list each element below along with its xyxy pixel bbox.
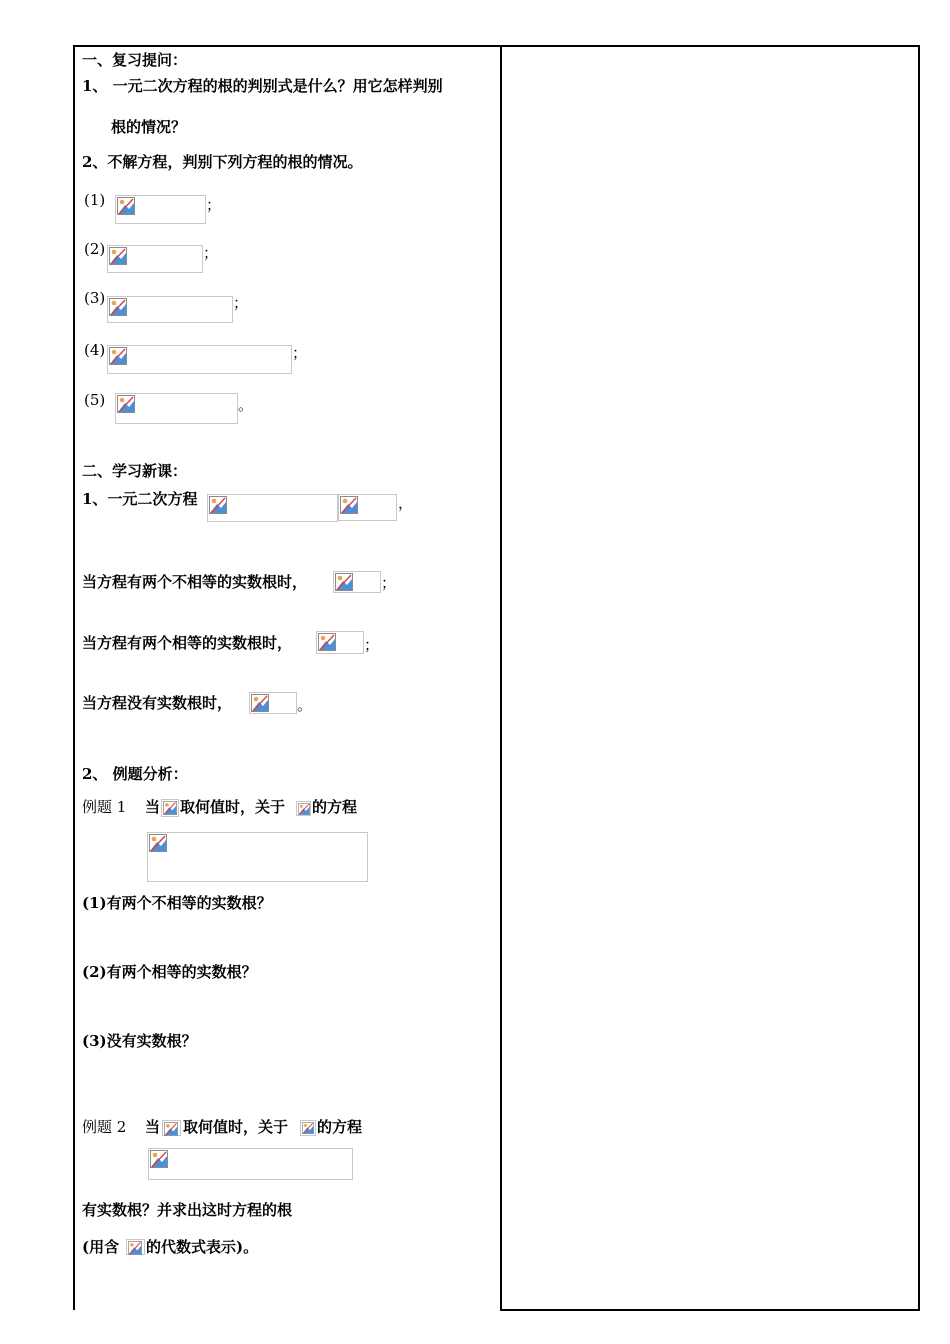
broken-image-icon <box>164 1122 178 1136</box>
variable-image-x-2 <box>300 1120 316 1136</box>
equation-image-condition <box>338 494 397 521</box>
table-left-border <box>73 45 75 1310</box>
discriminant-image-3 <box>249 692 297 714</box>
review-question-2: 2、不解方程，判别下列方程的根的情况。 <box>82 153 363 171</box>
example-1-post: 的方程 <box>312 798 358 816</box>
item-label-1: (1) <box>84 191 106 209</box>
new-lesson-line-1: 1、一元二次方程 <box>82 490 198 508</box>
new-lesson-line-1-end: ， <box>398 494 414 512</box>
broken-image-icon <box>302 1122 314 1134</box>
example-2-line-3-post: 的代数式表示)。 <box>146 1238 259 1256</box>
broken-image-icon <box>298 803 310 815</box>
equation-image-5 <box>115 393 238 424</box>
case-3-end: 。 <box>297 696 313 714</box>
table-top-border <box>73 45 920 47</box>
broken-image-icon <box>251 694 269 712</box>
discriminant-image-1 <box>333 571 381 593</box>
new-lesson-heading: 二、学习新课： <box>82 462 188 480</box>
item-end-4: ； <box>292 344 308 362</box>
example-1-pre: 当 <box>145 798 161 816</box>
case-two-equal-roots: 当方程有两个相等的实数根时， <box>82 634 293 652</box>
example-1-question-1: (1)有两个不相等的实数根？ <box>82 894 272 912</box>
broken-image-icon <box>335 573 353 591</box>
example-2-label: 例题 2 <box>82 1118 127 1136</box>
review-question-1-line-1: 1、 一元二次方程的根的判别式是什么？用它怎样判别 <box>82 77 443 95</box>
example-1-question-2: (2)有两个相等的实数根？ <box>82 963 257 981</box>
broken-image-icon <box>128 1241 142 1255</box>
broken-image-icon <box>149 834 167 852</box>
case-no-real-roots: 当方程没有实数根时， <box>82 694 233 712</box>
variable-image-x <box>296 801 311 816</box>
item-label-3: (3) <box>84 289 106 307</box>
broken-image-icon <box>109 347 127 365</box>
broken-image-icon <box>109 298 127 316</box>
equation-image-4 <box>107 345 292 374</box>
equation-image-1 <box>115 195 206 224</box>
table-right-border <box>918 45 920 1311</box>
right-cell-bottom-border <box>500 1309 920 1311</box>
example-1-label: 例题 1 <box>82 798 127 816</box>
example-2-pre: 当 <box>145 1118 161 1136</box>
equation-image-3 <box>107 296 233 323</box>
variable-image-m-2 <box>162 1120 181 1136</box>
broken-image-icon <box>163 801 177 815</box>
table-middle-border <box>500 45 502 1311</box>
example-2-line-3-pre: (用含 <box>82 1238 120 1256</box>
example-2-equation-image <box>148 1148 353 1180</box>
example-1-equation-image <box>147 832 368 882</box>
discriminant-image-2 <box>316 631 364 654</box>
equation-image-2 <box>107 245 203 273</box>
example-1-mid: 取何值时，关于 <box>180 798 286 816</box>
item-label-2: (2) <box>84 240 106 258</box>
item-label-5: (5) <box>84 391 106 409</box>
broken-image-icon <box>117 395 135 413</box>
review-question-1-line-2: 根的情况？ <box>111 118 187 136</box>
case-two-distinct-roots: 当方程有两个不相等的实数根时， <box>82 573 308 591</box>
broken-image-icon <box>109 247 127 265</box>
example-2-post: 的方程 <box>317 1118 363 1136</box>
example-2-line-2: 有实数根？并求出这时方程的根 <box>82 1201 293 1219</box>
item-end-3: ； <box>233 294 249 312</box>
equation-image-quadratic <box>207 494 338 522</box>
broken-image-icon <box>150 1150 168 1168</box>
broken-image-icon <box>209 496 227 514</box>
example-2-mid: 取何值时，关于 <box>183 1118 289 1136</box>
example-1-question-3: (3)没有实数根？ <box>82 1032 197 1050</box>
case-1-end: ； <box>381 574 397 592</box>
case-2-end: ； <box>364 636 380 654</box>
item-end-2: ； <box>203 244 219 262</box>
review-heading: 一、复习提问： <box>82 51 188 69</box>
broken-image-icon <box>318 633 336 651</box>
broken-image-icon <box>117 197 135 215</box>
item-end-5: 。 <box>238 396 254 414</box>
variable-image-m-3 <box>126 1239 145 1255</box>
examples-heading: 2、 例题分析： <box>82 765 188 783</box>
broken-image-icon <box>340 496 358 514</box>
item-end-1: ； <box>206 196 222 214</box>
item-label-4: (4) <box>84 341 106 359</box>
variable-image-m <box>161 799 179 817</box>
